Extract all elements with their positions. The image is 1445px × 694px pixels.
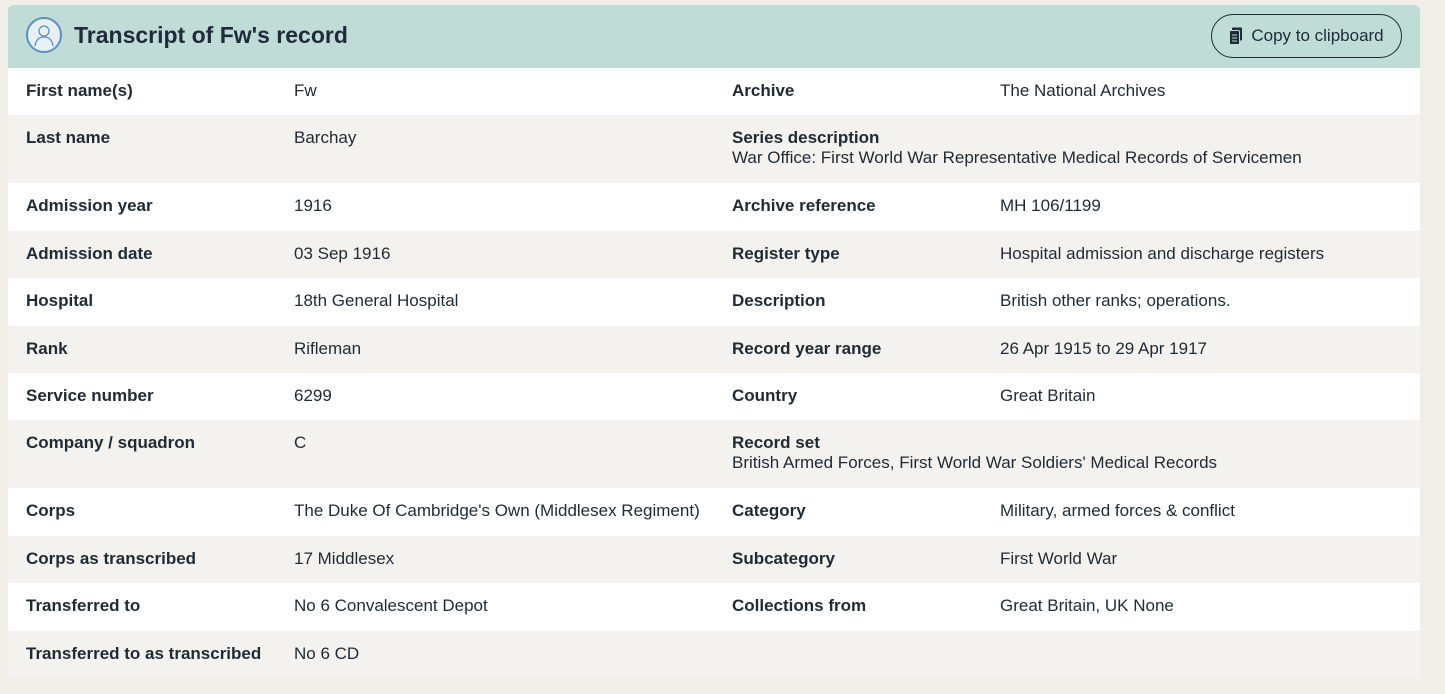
field-label: Hospital [26, 291, 94, 310]
table-row [8, 631, 1420, 678]
field-value: Great Britain [1000, 386, 1096, 405]
field-value: British other ranks; operations. [1000, 291, 1231, 310]
table-row [8, 183, 1420, 231]
field-label: Record set [732, 433, 820, 452]
person-silhouette-icon [26, 17, 62, 53]
field-label: Collections from [732, 596, 867, 615]
field-value: 17 Middlesex [294, 549, 395, 568]
field-value: Great Britain, UK None [1000, 596, 1174, 615]
stacked-field [732, 128, 1302, 168]
transcript-header [8, 5, 1420, 68]
field-value: Military, armed forces & conflict [1000, 501, 1235, 520]
field-label: Corps as transcribed [26, 549, 197, 568]
field-label: Record year range [732, 339, 882, 358]
field-value: The National Archives [1000, 81, 1166, 100]
field-value: 1916 [294, 196, 332, 215]
page-title: Transcript of Fw's record [74, 21, 348, 48]
table-row [8, 278, 1420, 326]
field-label: Series description [732, 128, 880, 147]
field-label: Register type [732, 244, 840, 263]
field-label: Transferred to as transcribed [26, 644, 262, 663]
table-row [8, 420, 1420, 488]
field-label: Category [732, 501, 806, 520]
field-value: British Armed Forces, First World War Soldiers' Medical Records [732, 453, 1218, 472]
table-row [8, 488, 1420, 536]
stacked-field [732, 433, 1217, 473]
field-label: Corps [26, 501, 76, 520]
field-value: Fw [294, 81, 317, 100]
field-label: Country [732, 386, 798, 405]
field-label: Company / squadron [26, 433, 196, 452]
field-label: Archive [732, 81, 795, 100]
field-value: First World War [1000, 549, 1118, 568]
table-row [8, 583, 1420, 631]
field-label: Subcategory [732, 549, 835, 568]
table-row [8, 373, 1420, 420]
field-value: Rifleman [294, 339, 362, 358]
field-label: Service number [26, 386, 154, 405]
field-value: The Duke Of Cambridge's Own (Middlesex Regiment) [294, 501, 700, 520]
field-label: Transferred to [26, 596, 141, 615]
field-value: Barchay [294, 128, 357, 147]
field-value: 18th General Hospital [294, 291, 459, 310]
copy-to-clipboard-button[interactable] [1211, 14, 1402, 58]
field-label: First name(s) [26, 81, 133, 100]
transcript-card [8, 5, 1420, 678]
table-row [8, 536, 1420, 583]
field-label: Last name [26, 128, 111, 147]
field-value: 26 Apr 1915 to 29 Apr 1917 [1000, 339, 1208, 358]
field-label: Admission date [26, 244, 153, 263]
field-value: No 6 CD [294, 644, 360, 663]
field-value: C [294, 433, 307, 452]
copy-to-clipboard-label: Copy to clipboard [1251, 26, 1384, 45]
field-value: 03 Sep 1916 [294, 244, 391, 263]
table-row [8, 115, 1420, 183]
field-label: Rank [26, 339, 68, 358]
field-value: MH 106/1199 [1000, 196, 1101, 215]
field-label: Archive reference [732, 196, 876, 215]
clipboard-icon [1229, 27, 1243, 45]
field-value: 6299 [294, 386, 332, 405]
field-label: Description [732, 291, 826, 310]
table-row [8, 231, 1420, 278]
record-details-table [8, 68, 1420, 678]
field-value: No 6 Convalescent Depot [294, 596, 488, 615]
field-label: Admission year [26, 196, 153, 215]
table-row [8, 326, 1420, 373]
field-value: Hospital admission and discharge registers [1000, 244, 1325, 263]
field-value: War Office: First World War Representative Medical Records of Servicemen [732, 148, 1302, 167]
table-row [8, 68, 1420, 115]
